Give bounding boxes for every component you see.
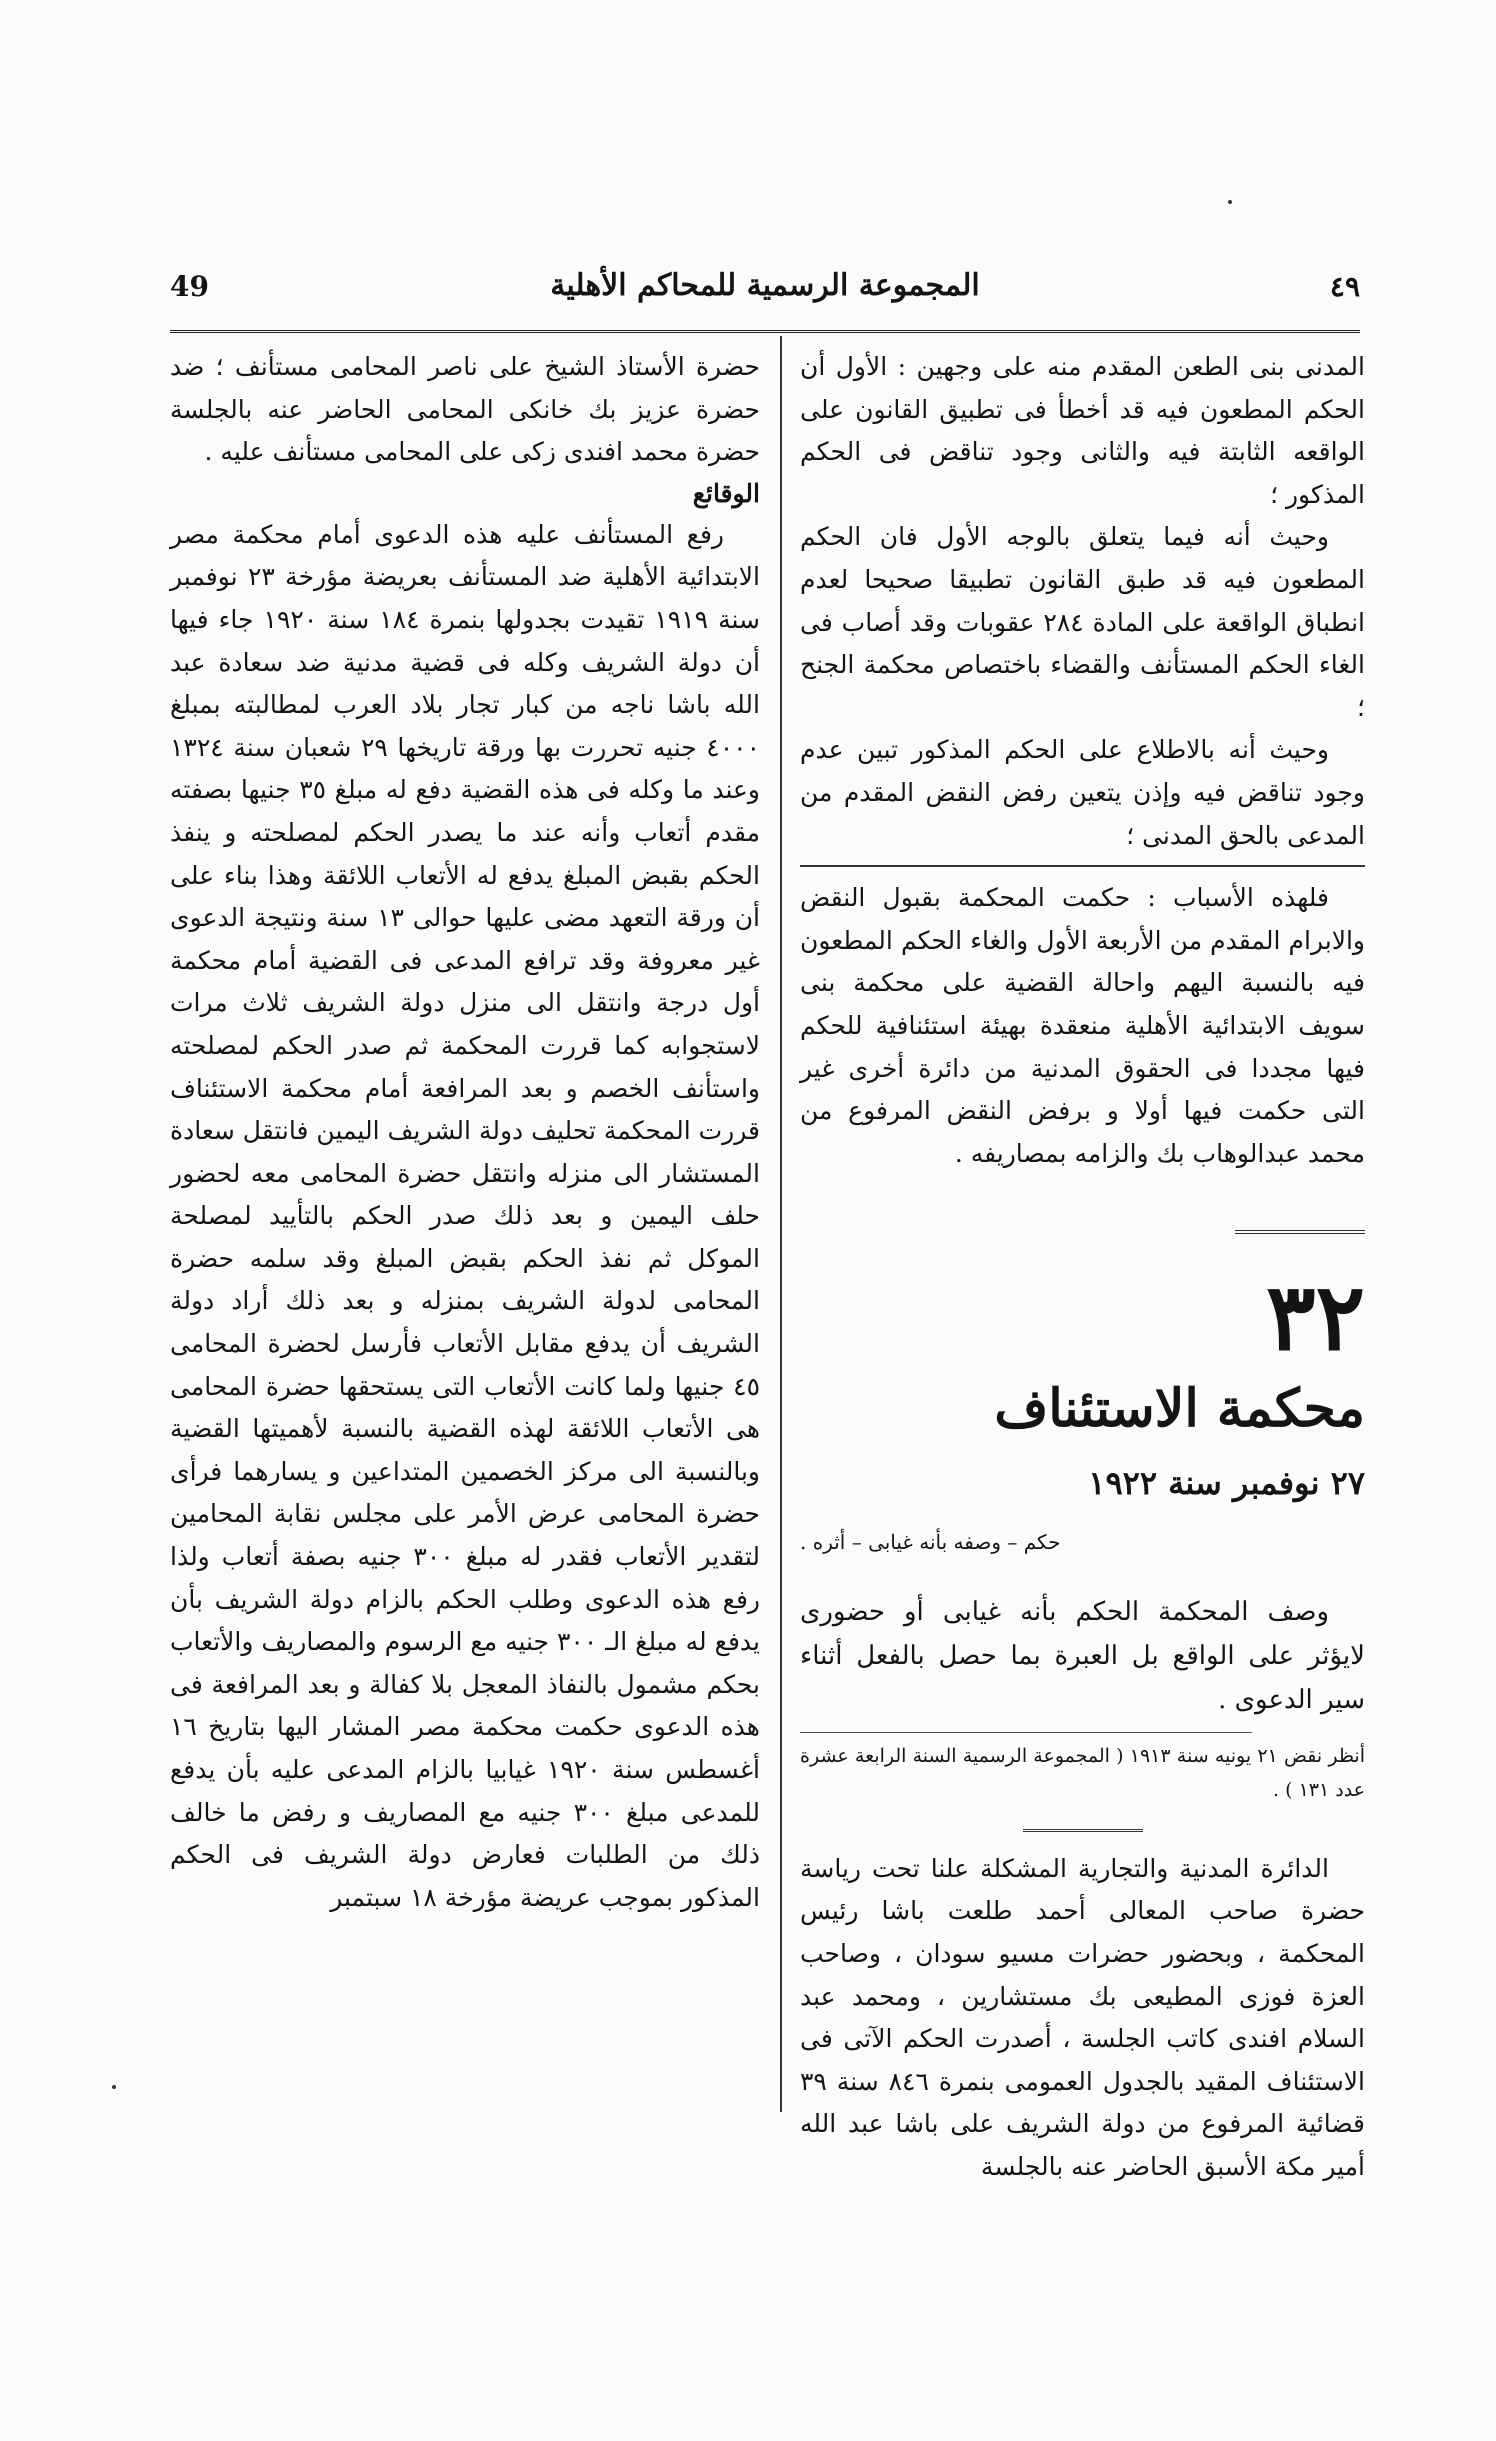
page-number-latin: 49 <box>170 270 209 303</box>
page-number-arabic: ٤٩ <box>1329 270 1360 303</box>
case-keywords: حكم – وصفه بأنه غيابى – أثره . <box>800 1529 1061 1554</box>
footnote-rule <box>800 1732 1252 1733</box>
speck <box>112 2085 116 2089</box>
running-title: المجموعة الرسمية للمحاكم الأهلية <box>550 268 980 303</box>
speck <box>1228 200 1232 204</box>
case-number: ٣٢ <box>1266 1262 1365 1371</box>
section-rule <box>1023 1829 1143 1832</box>
paragraph: المدنى بنى الطعن المقدم منه على وجهين : الأول أن الحكم المطعون فيه قد أخطأ فى تطبيق القانون على الواقعه الثابتة فيه والثانى وجود تناقض فى الحكم المذكور ؛ <box>800 352 1365 509</box>
paragraph: الدائرة المدنية والتجارية المشكلة علنا تحت رياسة حضرة صاحب المعالى أحمد طلعت باشا رئيس المحكمة ، وبحضور حضرات مسيو سودان ، وصاحب العزة فوزى المطيعى بك مستشارين ، ومحمد عبد السلام افندى كاتب الجلسة ، أصدرت الحكم الآتى فى الاستئناف المقيد بالجدول العمومى بنمرة ٨٤٦ سنة ٣٩ قضائية المرفوع من دولة الشريف على باشا عبد الله أمير مكة الأسبق الحاضر عنه بالجلسة <box>800 1853 1365 2182</box>
paragraph: وحيث أنه فيما يتعلق بالوجه الأول فان الحكم المطعون فيه قد طبق القانون تطبيقا صحيحا لعدم انطباق الواقعة على المادة ٢٨٤ عقوبات وقد أصاب فى الغاء الحكم المستأنف والقضاء باختصاص محكمة الجنح ؛ <box>800 522 1365 722</box>
legal-principle: وصف المحكمة الحكم بأنه غيابى أو حضورى لايؤثر على الواقع بل العبرة بما حصل بالفعل أثناء سير الدعوى . <box>800 1596 1365 1715</box>
paragraph: وحيث أنه بالاطلاع على الحكم المذكور تبين عدم وجود تناقض فيه وإذن يتعين رفض النقض المقدم من المدعى بالحق المدنى ؛ <box>800 735 1365 850</box>
judgment-date: ٢٧ نوفمبر سنة ١٩٢٢ <box>1088 1463 1365 1502</box>
paragraph: رفع المستأنف عليه هذه الدعوى أمام محكمة مصر الابتدائية الأهلية ضد المستأنف بعريضة مؤرخة ٢٣ نوفمبر سنة ١٩١٩ تقيدت بجدولها بنمرة ١٨٤ سنة ١٩٢٠ جاء فيها أن دولة الشريف وكله فى قضية مدنية ضد سعادة عبد الله باشا ناجه من كبار تجار بلاد العرب لمطالبته بمبلغ ٤٠٠٠ جنيه تحررت بها ورقة تاريخها ٢٩ شعبان سنة ١٣٢٤ وعند ما وكله فى هذه القضية دفع له مبلغ ٣٥ جنيها بصفته مقدم أتعاب وأنه عند ما يصدر الحكم لمصلحته و ينفذ الحكم بقبض المبلغ يدفع له الأتعاب اللائقة وهذا بناء على أن ورقة التعهد مضى عليها حوالى ١٣ سنة ونتيجة الدعوى غير معروفة وقد ترافع المدعى فى القضية أمام محكمة أول درجة وانتقل الى منزل دولة الشريف ثلاث مرات لاستجوابه كما قررت المحكمة ثم صدر الحكم لمصلحته واستأنف الخصم و بعد المرافعة أمام محكمة الاستئناف قررت المحكمة تحليف دولة الشريف اليمين فانتقل سعادة المستشار الى منزله وانتقل حضرة المحامى معه لحضور حلف اليمين و بعد ذلك صدر الحكم بالتأييد لمصلحة الموكل ثم نفذ الحكم بقبض المبلغ وقد سلمه حضرة المحامى لدولة الشريف بمنزله و بعد ذلك أراد دولة الشريف أن يدفع مقابل الأتعاب فأرسل لحضرة المحامى ٤٥ جنيها ولما كانت الأتعاب التى يستحقها حضرة المحامى هى الأتعاب اللائقة لهذه القضية بالنسبة لأهميتها القضية وبالنسبة الى مركز الخصمين المتداعين و يسارهما فرأى حضرة المحامى عرض الأمر على مجلس نقابة المحامين لتقدير الأتعاب فقدر له مبلغ ٣٠٠ جنيه بصفة أتعاب ولذا رفع هذه الدعوى وطلب الحكم بالزام دولة الشريف بأن يدفع له مبلغ الـ ٣٠٠ جنيه مع الرسوم والمصاريف والأتعاب بحكم مشمول بالنفاذ المعجل بلا كفالة و بعد المرافعة فى هذه الدعوى حكمت محكمة مصر المشار اليها بتاريخ ١٦ أغسطس سنة ١٩٢٠ غيابيا بالزام المدعى عليه بأن يدفع للمدعى مبلغ ٣٠٠ جنيه مع المصاريف و رفض ما خالف ذلك من الطلبات فعارض دولة الشريف فى الحكم المذكور بموجب عريضة مؤرخة ١٨ سبتمبر <box>170 519 761 1912</box>
court-name: محكمة الاستئناف <box>994 1377 1365 1439</box>
ruling-paragraph: فلهذه الأسباب : حكمت المحكمة بقبول النقض والابرام المقدم من الأربعة الأول والغاء الحكم المطعون فيه بالنسبة اليهم واحالة القضية على محكمة بنى سويف الابتدائية الأهلية منعقدة بهيئة استئنافية للحكم فيها مجددا فى الحقوق المدنية من دائرة أخرى غير التى حكمت فيها أولا و برفض النقض المرفوع من محمد عبدالوهاب بك والزامه بمصاريفه . <box>800 883 1365 1168</box>
section-heading: الوقائع <box>692 478 760 508</box>
header-rule <box>170 330 1360 333</box>
section-rule <box>800 865 1365 867</box>
paragraph: حضرة الأستاذ الشيخ على ناصر المحامى مستأنف ؛ ضد حضرة عزيز بك خانكى المحامى الحاضر عنه بالجلسة حضرة محمد افندى زكى على المحامى مستأنف عليه . <box>170 352 760 467</box>
footnote: أنظر نقض ٢١ يونيه سنة ١٩١٣ ( المجموعة الرسمية السنة الرابعة عشرة عدد ١٣١ ) . <box>800 1744 1365 1801</box>
left-column <box>170 346 760 1919</box>
column-divider <box>780 336 782 2112</box>
right-column <box>800 346 1365 2189</box>
ornamental-rule <box>800 1205 1365 1248</box>
page-header <box>170 268 1360 316</box>
